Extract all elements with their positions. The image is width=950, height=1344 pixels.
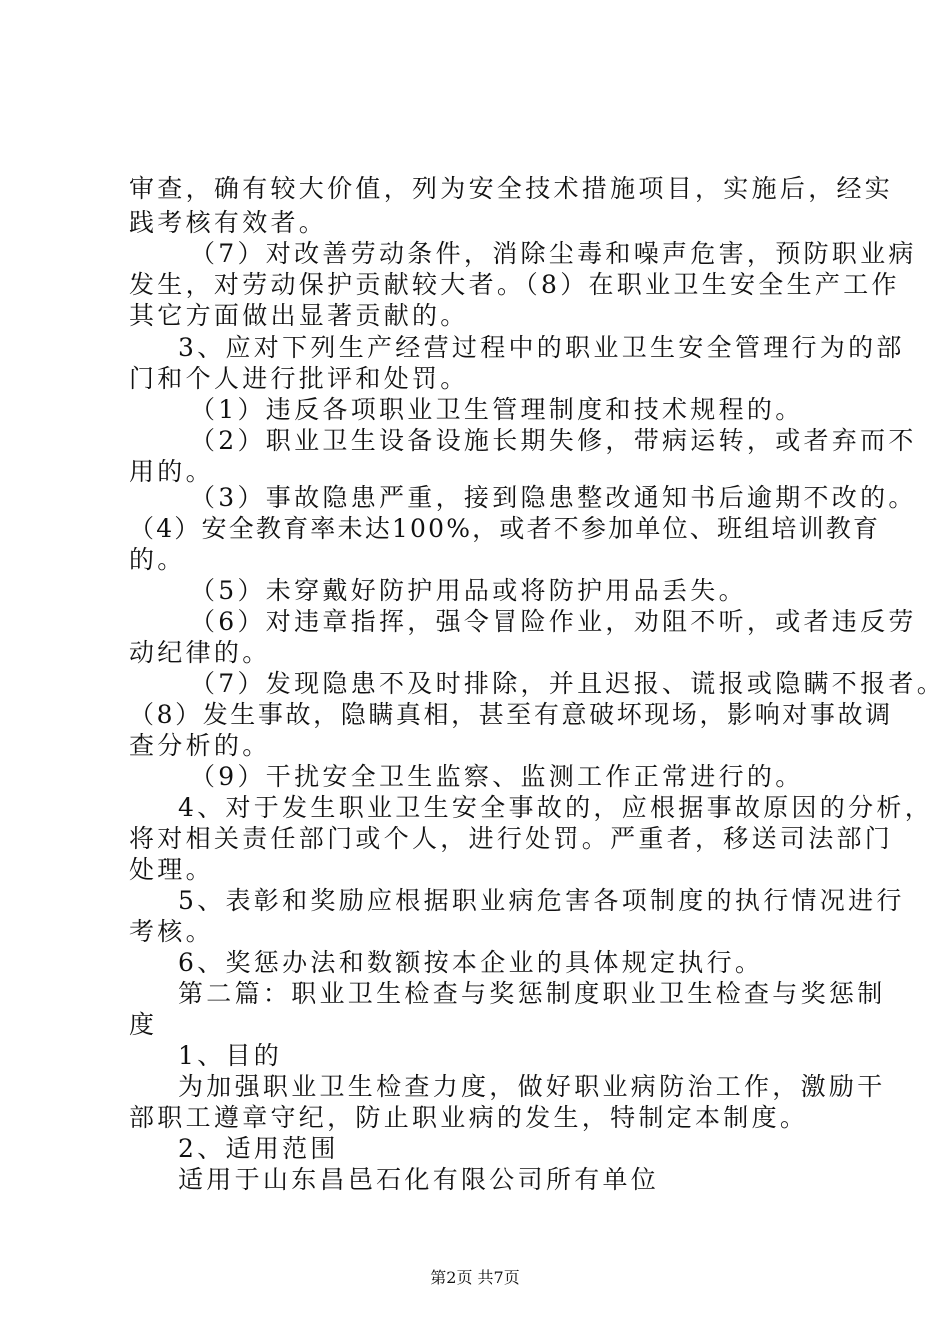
text-line: 其它方面做出显著贡献的。 (129, 301, 469, 330)
text-line: 用的。 (129, 457, 214, 486)
text-line: （7）发现隐患不及时排除，并且迟报、谎报或隐瞒不报者。 (190, 669, 946, 698)
text-line: 的。 (129, 545, 186, 574)
text-line: 践考核有效者。 (129, 208, 328, 237)
page-number-footer: 第2页 共7页 (430, 1268, 520, 1287)
text-line: 处理。 (129, 855, 214, 884)
text-line: 查分析的。 (129, 731, 271, 760)
text-line: 审查，确有较大价值，列为安全技术措施项目，实施后，经实 (129, 174, 894, 203)
text-line: 5、表彰和奖励应根据职业病危害各项制度的执行情况进行 (178, 886, 905, 915)
text-line: 部职工遵章守纪，防止职业病的发生，特制定本制度。 (129, 1103, 809, 1132)
text-line: 度 (129, 1010, 158, 1039)
text-line: 4、对于发生职业卫生安全事故的，应根据事故原因的分析， (178, 793, 934, 822)
text-line: （7）对改善劳动条件，消除尘毒和噪声危害，预防职业病 (190, 239, 917, 268)
text-line: （4）安全教育率未达100%，或者不参加单位、班组培训教育 (129, 514, 881, 543)
text-line: 发生，对劳动保护贡献较大者。（8）在职业卫生安全生产工作 (129, 270, 900, 299)
text-line: （6）对违章指挥，强令冒险作业，劝阻不听，或者违反劳 (190, 607, 917, 636)
text-line: 动纪律的。 (129, 638, 271, 667)
text-line: （5）未穿戴好防护用品或将防护用品丢失。 (190, 576, 747, 605)
text-line: （8）发生事故，隐瞒真相，甚至有意破坏现场，影响对事故调 (129, 700, 893, 729)
text-line: 3、应对下列生产经营过程中的职业卫生安全管理行为的部 (178, 333, 905, 362)
text-line: 适用于山东昌邑石化有限公司所有单位 (178, 1165, 660, 1194)
text-line: 第二篇：职业卫生检查与奖惩制度职业卫生检查与奖惩制 (178, 979, 886, 1008)
text-line: 考核。 (129, 917, 214, 946)
text-line: 6、奖惩办法和数额按本企业的具体规定执行。 (178, 948, 764, 977)
text-line: （3）事故隐患严重，接到隐患整改通知书后逾期不改的。 (190, 483, 917, 512)
text-line: （2）职业卫生设备设施长期失修，带病运转，或者弃而不 (190, 426, 917, 455)
text-line: 1、目的 (178, 1041, 283, 1070)
text-line: （1）违反各项职业卫生管理制度和技术规程的。 (190, 395, 804, 424)
text-line: 2、适用范围 (178, 1134, 339, 1163)
text-line: 为加强职业卫生检查力度，做好职业病防治工作，激励干 (178, 1072, 886, 1101)
text-line: （9）干扰安全卫生监察、监测工作正常进行的。 (190, 762, 804, 791)
text-line: 门和个人进行批评和处罚。 (129, 364, 469, 393)
text-line: 将对相关责任部门或个人，进行处罚。严重者，移送司法部门 (129, 824, 894, 853)
